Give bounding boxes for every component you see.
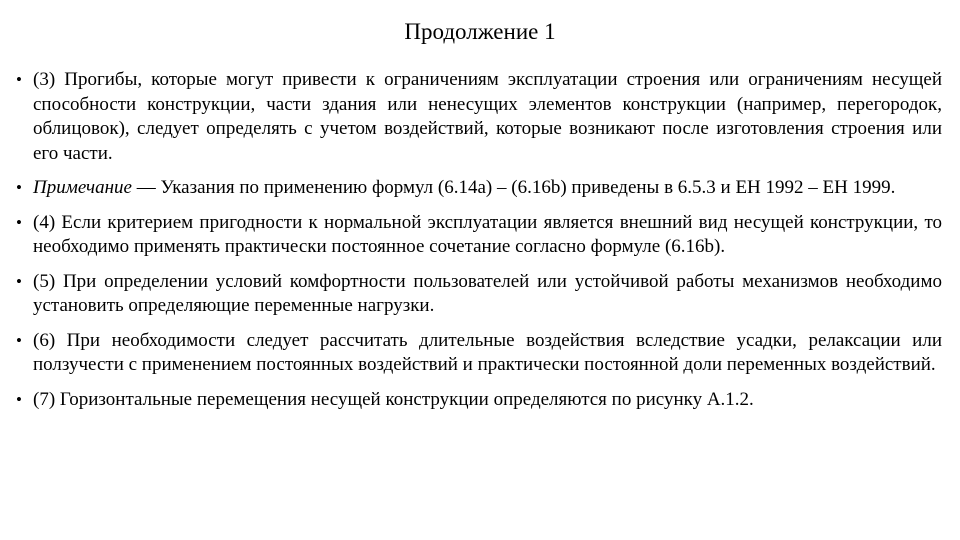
slide-title-text: Продолжение 1 — [404, 19, 556, 44]
bullet-icon: • — [16, 389, 22, 409]
list-item-text: (6) При необходимости следует рассчитать длительные воздействия вследствие усадки, релаксации или ползучести с применением постоянных воздействий и практически постоянной доли переменных воздействий. — [33, 329, 942, 375]
list-item-5 — [16, 270, 942, 319]
list-item-3 — [16, 68, 942, 166]
list-item-text: (5) При определении условий комфортности пользователей или устойчивой работы механизмов необходимо установить определяющие переменные нагрузки. — [33, 270, 942, 316]
bullet-icon: • — [16, 178, 22, 197]
note-label: Примечание — [33, 177, 132, 198]
bullet-icon: • — [16, 271, 22, 291]
list-item-text: (7) Горизонтальные перемещения несущей конструкции определяются по рисунку А.1.2. — [33, 388, 754, 410]
list-item-text: — Указания по применению формул (6.14а) – (6.16b) приведены в 6.5.3 и ЕН 1992 – ЕН 1999. — [131, 177, 896, 198]
list-item-7 — [16, 388, 942, 413]
list-item-text: (3) Прогибы, которые могут привести к ограничениям эксплуатации строения или ограничениям несущей способности конструкции, части здания или ненесущих элементов конструкции (например, перегородок, облицовок), следует определять с учетом воздействий, которые возникают после изготовления строения или его части. — [33, 69, 942, 164]
list-item-6 — [16, 329, 942, 378]
list-item-note — [16, 176, 942, 201]
bullet-icon: • — [16, 330, 22, 350]
bullet-list — [16, 68, 942, 422]
list-item-4 — [16, 211, 942, 260]
list-item-text: (4) Если критерием пригодности к нормальной эксплуатации является внешний вид несущей конструкции, то необходимо применять практически постоянное сочетание согласно формуле (6.16b). — [33, 211, 942, 257]
slide-title — [0, 16, 960, 48]
bullet-icon: • — [16, 70, 22, 89]
bullet-icon: • — [16, 212, 22, 232]
